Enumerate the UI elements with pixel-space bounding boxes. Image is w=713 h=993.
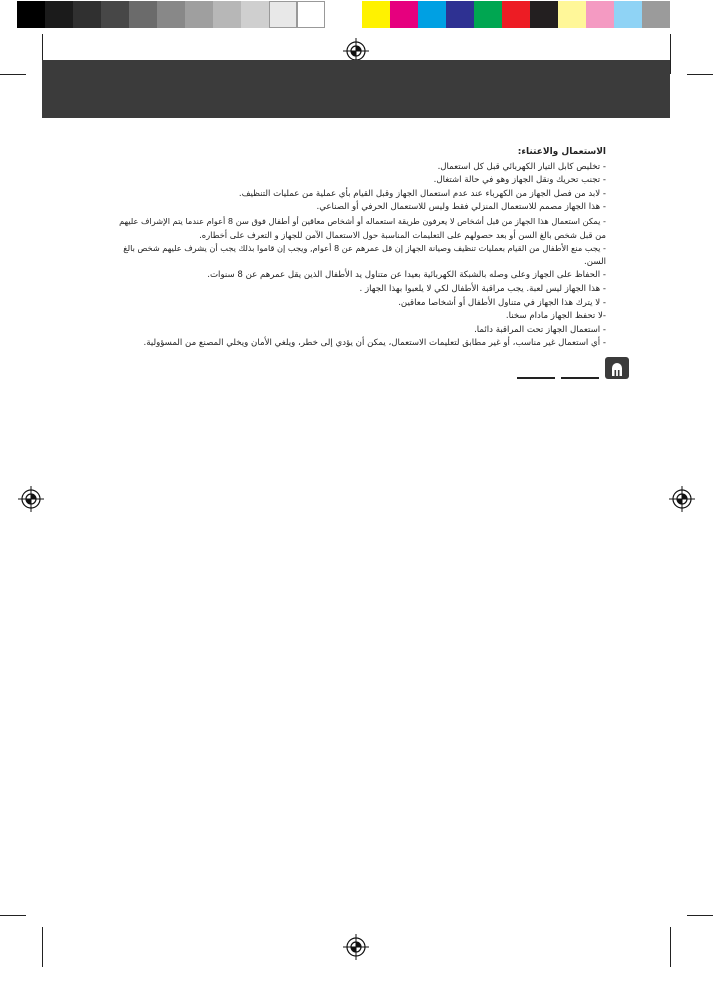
color-swatch [586,1,614,28]
color-swatch [213,1,241,28]
instruction-line: السن. [584,256,606,267]
color-swatch [558,1,586,28]
crop-mark [687,74,713,75]
color-swatch [390,1,418,28]
color-swatch [446,1,474,28]
instruction-line: - لابد من فصل الجهاز من الكهرباء عند عدم استعمال الجهاز وقبل القيام بأي عملية من عمليات التنظيف. [238,188,606,199]
color-swatch [185,1,213,28]
registration-mark-icon [343,934,369,960]
crop-mark [670,34,671,74]
instruction-line: - يجب منع الأطفال من القيام بعمليات تنظيف وصيانة الجهاز إن قل عمرهم عن 8 أعوام, ويجب إن قاموا بذلك يجب أن يشرف عليهم شخص بالغ [123,243,606,254]
color-swatch [362,1,390,28]
blank-line [517,377,555,379]
color-swatch [45,1,73,28]
instruction-line: - تخليص كابل التيار الكهربائي قبل كل استعمال. [437,161,606,172]
color-swatch [101,1,129,28]
crop-mark [0,74,26,75]
crop-mark [670,927,671,967]
instruction-line: - استعمال الجهاز تحت المراقبة دائما. [474,324,606,335]
color-swatch [502,1,530,28]
usage-care-section [106,146,606,351]
crop-mark [0,915,26,916]
instruction-line: - يمكن استعمال هذا الجهاز من قبل أشخاص لا يعرفون طريقة استعماله أو أشخاص معاقين أو أطفال فوق سن 8 أعوام عندما يتم الإشراف عليهم [119,215,606,226]
crop-mark [687,915,713,916]
header-band [42,60,670,118]
color-swatch [157,1,185,28]
color-swatch [474,1,502,28]
color-swatch [269,1,297,28]
section-title: الاستعمال والاعتناء: [517,147,606,157]
color-swatch [614,1,642,28]
instruction-line: - الحفاظ على الجهاز وعلى وصله بالشبكة الكهربائية بعيدا عن متناول يد الأطفال الذين يقل عمرهم عن 8 سنوات. [207,270,606,281]
instruction-line: - لا يترك هذا الجهاز في متناول الأطفال أو أشخاصا معاقين. [398,297,606,308]
instruction-line: -لا تحفظ الجهاز مادام سخنا. [505,311,606,322]
instruction-line: - أي استعمال غير مناسب، أو غير مطابق لتعليمات الاستعمال، يمكن أن يؤدي إلى خطر، ويلغي الأمان ويخلي المصنع من المسؤولية. [143,338,606,349]
instruction-line: - هذا الجهاز ليس لعبة. يجب مراقبة الأطفال لكي لا يلعبوا بهذا الجهاز . [359,283,606,294]
color-swatch [297,1,325,28]
instruction-line: من قبل شخص بالغ السن أو بعد حصولهم على التعليمات المناسبة حول الاستعمال الآمن للجهاز و التعرف على أخطاره. [199,229,606,240]
plug-icon [605,357,629,379]
color-swatch [73,1,101,28]
color-swatch [418,1,446,28]
registration-mark-icon [669,486,695,512]
instruction-line: - هذا الجهاز مصمم للاستعمال المنزلي فقط وليس للاستعمال الحرفي أو الصناعي. [316,202,606,213]
color-swatch [129,1,157,28]
color-swatch [530,1,558,28]
color-swatch [241,1,269,28]
instruction-line: - تجنب تحريك ونقل الجهاز وهو في حالة اشتغال. [433,175,606,186]
registration-mark-icon [18,486,44,512]
color-swatch [17,1,45,28]
color-swatch [642,1,670,28]
blank-line [561,377,599,379]
crop-mark [42,927,43,967]
